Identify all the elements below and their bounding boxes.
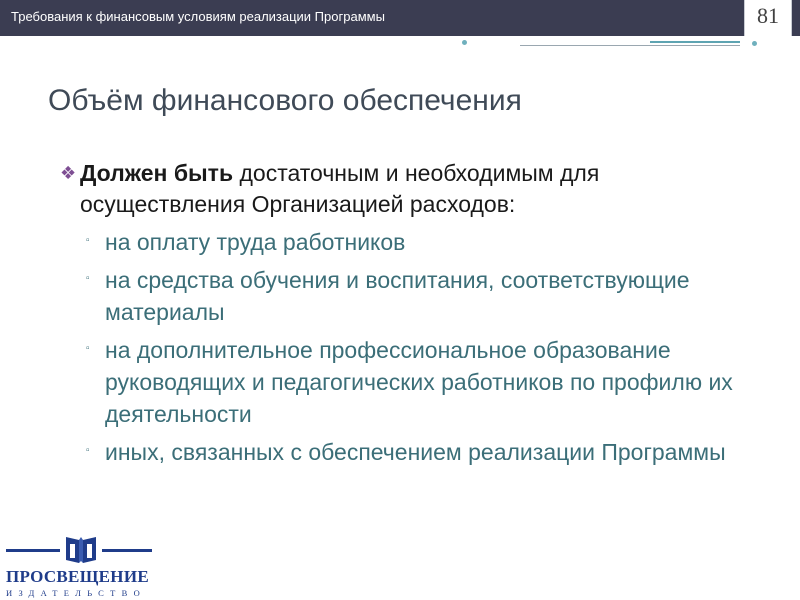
- slide-content: [60, 158, 750, 474]
- accent-line-teal: [650, 41, 740, 43]
- sub-point-text: на оплату труда работников: [105, 229, 406, 255]
- accent-dot-icon: [752, 41, 757, 46]
- small-square-bullet-icon: ▫: [86, 343, 90, 354]
- page-number: 81: [757, 3, 779, 28]
- header-bar: [0, 0, 800, 36]
- list-item: [60, 436, 750, 468]
- publisher-logo: [0, 530, 160, 600]
- accent-line-gray: [520, 45, 740, 46]
- sub-point-text: на дополнительное профессиональное образование руководящих и педагогических работников по профилю их деятельности: [105, 337, 733, 427]
- logo-wordmark: ПРОСВЕЩЕНИЕ: [6, 567, 149, 586]
- main-bullet-point: [60, 158, 750, 220]
- small-square-bullet-icon: ▫: [86, 235, 90, 246]
- slide-title: Объём финансового обеспечения: [48, 84, 522, 117]
- list-item: [60, 334, 750, 430]
- main-point-text: достаточным и необходимым для осуществления Организацией расходов:: [80, 160, 600, 217]
- list-item: [60, 264, 750, 328]
- header-title: Требования к финансовым условиям реализации Программы: [11, 9, 385, 24]
- list-item: [60, 226, 750, 258]
- logo-rule-right: [102, 549, 152, 552]
- page-number-box: [744, 0, 792, 36]
- accent-dot-icon: [462, 40, 467, 45]
- main-point-bold: Должен быть: [80, 160, 234, 186]
- logo-rule-left: [6, 549, 60, 552]
- small-square-bullet-icon: ▫: [86, 445, 90, 456]
- sub-point-text: на средства обучения и воспитания, соответствующие материалы: [105, 267, 690, 325]
- book-emblem-icon: [64, 534, 98, 564]
- small-square-bullet-icon: ▫: [86, 273, 90, 284]
- sub-point-text: иных, связанных с обеспечением реализации Программы: [105, 439, 726, 465]
- diamond-bullet-icon: ❖: [60, 163, 77, 183]
- logo-subtitle: ИЗДАТЕЛЬСТВО: [6, 588, 147, 598]
- sub-point-list: [60, 226, 750, 468]
